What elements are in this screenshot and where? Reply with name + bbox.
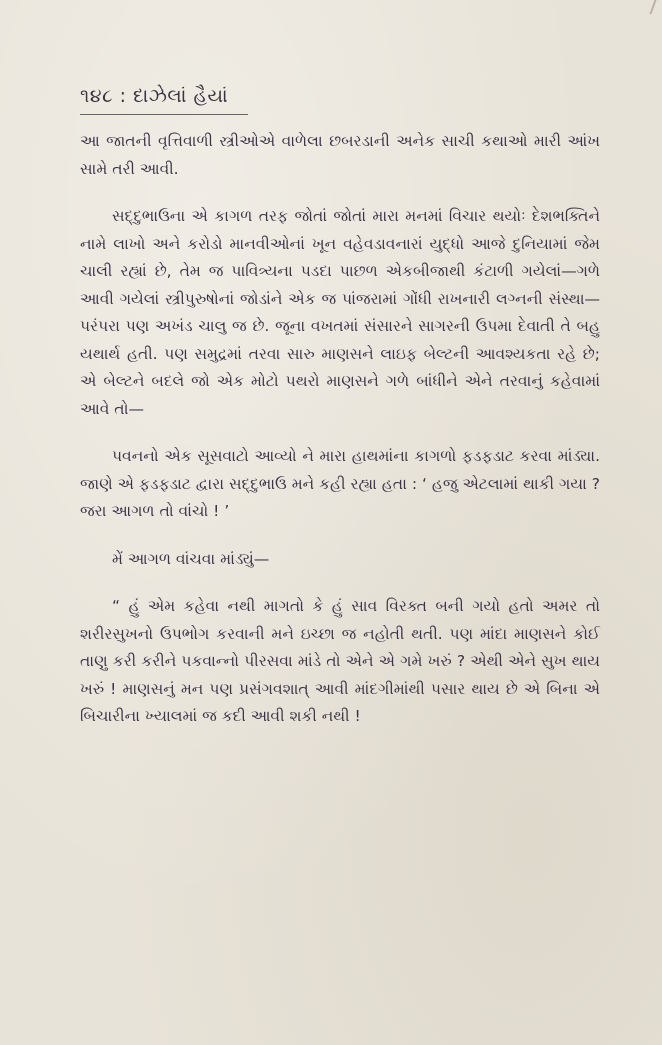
running-head: ૧૪૮ : દાઝેલાં હૈયાં [80,85,229,107]
paragraph-1: આ જાતની વૃત્તિવાળી સ્ત્રીઓએ વાળેલા છબરડાની અનેક સાચી કથાઓ મારી આંખ સામે તરી આવી. [80,132,600,178]
paragraph-4: મેં આગળ વાંચવા માંડ્યું— [112,549,270,568]
body-text [80,128,600,751]
paragraph-2: સદ્દુભાઉના એ કાગળ તરફ જોતાં જોતાં મારા મનમાં વિચાર થયોઃ દેશભક્તિને નામે લાખો અને કરોડો માનવીઓનાં ખૂન વહેવડાવનારાં યુદ્ધો આજે દુનિયામાં જેમ ચાલી રહ્યાં છે, તેમ જ પાવિત્ર્યના પડદા પાછળ એકબીજાથી કંટાળી ગયેલાં—ગળે આવી ગયેલાં સ્ત્રીપુરુષોનાં જોડાંને એક જ પાંજરામાં ગોંધી રાખનારી લગ્નની સંસ્થા—પરંપરા પણ અખંડ ચાલુ જ છે. જૂના વખતમાં સંસારને સાગરની ઉપમા દેવાતી તે બહુ યથાર્થ હતી. પણ સમુદ્રમાં તરવા સારુ માણસને લાઇફ બેલ્ટની આવશ્યકતા રહે છે; એ બેલ્ટને બદલે જો એક મોટો પથરો માણસને ગળે બાંધીને એને તરવાનું કહેવામાં આવે તો— [80,207,600,418]
paragraph-3: પવનનો એક સૂસવાટો આવ્યો ને મારા હાથમાંના કાગળો ફડફડાટ કરવા માંડ્યા. જાણે એ ફડફડાટ દ્વારા સદ્દુભાઉ મને કહી રહ્યા હતા : ‘ હજુ એટલામાં થાકી ગયા ? જરા આગળ તો વાંચો ! ’ [80,447,600,520]
paragraph-5: “ હું એમ કહેવા નથી માગતો કે હું સાવ વિરક્ત બની ગયો હતો અમર તો શરીરસુખનો ઉપભોગ કરવાની મને ઇચ્છા જ નહોતી થતી. પણ માંદા માણસને કોઈ તાણુ કરી કરીને પકવાન્નો પીરસવા માંડે તો એને એ ગમે ખરું ? એથી એને સુખ થાય ખરું ! માણસનું મન પણ પ્રસંગવશાત્ આવી માંદગીમાંથી પસાર થાય છે એ બિના એ બિચારીના ખ્યાલમાં જ કદી આવી શકી નથી ! [80,597,600,725]
page-corner-mark [639,0,656,14]
running-head-underline [80,110,248,115]
